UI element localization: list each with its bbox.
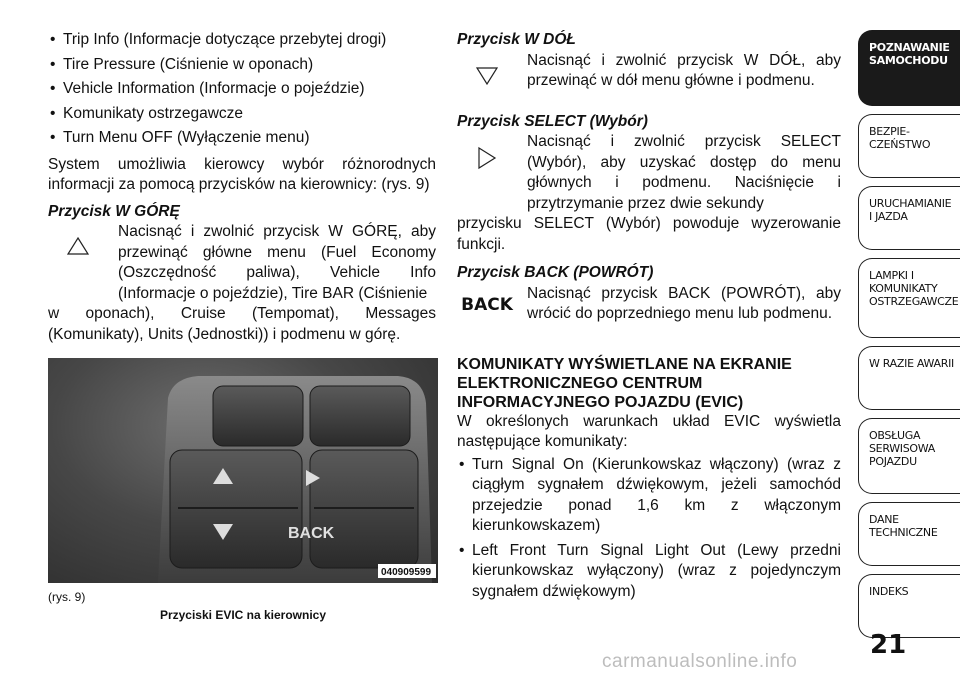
section-title: KOMUNIKATY WYŚWIETLANE NA EKRANIE ELEKTRONICZNEGO CENTRUM INFORMACYJNEGO POJAZDU (EVIC) [457,355,792,411]
back-button-section [457,263,841,325]
list-item: • Left Front Turn Signal Light Out (Lewy przedni kierunkowskaz wyłączony) (wraz z pojedynczym sygnałem dźwiękowym) [457,541,841,603]
menu-bullet-list [48,30,436,149]
list-item: • Trip Info (Informacje dotyczące przebytej drogi) [48,30,436,51]
evic-buttons-photo [48,358,438,583]
back-button-heading: Przycisk BACK (POWRÓT) [457,264,654,281]
figure-code: 040909599 [381,567,432,578]
figure-caption: Przyciski EVIC na kierownicy [159,608,327,622]
tab-poznawanie-samochodu[interactable]: POZNAWANIE SAMOCHODU [858,30,960,106]
watermark: carmanualsonline.info [602,651,798,672]
right-arrow-icon [457,146,517,170]
list-item: • Vehicle Information (Informacje o pojeździe) [48,79,436,100]
tab-dane-techniczne[interactable]: DANE TECHNICZNE [858,502,960,566]
list-item: • Turn Signal On (Kierunkowskaz włączony) (wraz z ciągłym sygnałem dźwiękowym, jeżeli samochód przejedzie ponad 1,6 km z włączonym kierunkowskazem) [457,455,841,537]
down-arrow-icon [457,66,517,86]
tab-w-razie-awarii[interactable]: W RAZIE AWARII [858,346,960,410]
list-item: • Turn Menu OFF (Wyłączenie menu) [48,128,436,149]
select-button-heading: Przycisk SELECT (Wybór) [457,112,648,130]
tab-bezpieczenstwo[interactable]: BEZPIE- CZEŃSTWO [858,114,960,178]
intro-paragraph: System umożliwia kierowcy wybór różnorodnych informacji za pomocą przycisków na kierownicy: (rys. 9) [48,155,436,193]
tab-indeks[interactable]: INDEKS [858,574,960,638]
back-icon: BACK [461,295,513,315]
tab-lampki-i-komunikaty[interactable]: LAMPKI I KOMUNIKATY OSTRZEGAWCZE [858,258,960,338]
up-button-text: Nacisnąć i zwolnić przycisk W GÓRĘ, aby przewinąć główne menu (Fuel Economy (Oszczędność paliwa), Vehicle Info (Informacje o pojeździe), Tire BAR (Ciśnienie [118,223,436,302]
figure-reference: (rys. 9) [48,590,86,604]
left-column [48,30,436,345]
down-button-section [457,30,841,92]
list-item: • Tire Pressure (Ciśnienie w oponach) [48,55,436,76]
up-button-section [48,202,436,346]
down-button-heading: Przycisk W DÓŁ [457,31,576,48]
up-button-heading: Przycisk W GÓRĘ [48,202,180,220]
select-button-text-cont: przycisku SELECT (Wybór) powoduje wyzerowanie funkcji. [457,215,841,253]
list-item: • Komunikaty ostrzegawcze [48,104,436,125]
up-button-text-cont: w oponach), Cruise (Tempomat), Messages (Komunikaty), Units (Jednostki)) i podmenu w górę. [48,305,436,343]
page-number: 21 [870,630,907,660]
message-list [457,455,841,603]
tab-uruchamianie-i-jazda[interactable]: URUCHAMIANIE I JAZDA [858,186,960,250]
back-button-text: Nacisnąć przycisk BACK (POWRÓT), aby wrócić do poprzedniego menu lub podmenu. [527,284,841,322]
down-button-text: Nacisnąć i zwolnić przycisk W DÓŁ, aby przewinąć w dół menu główne i podmenu. [527,51,841,89]
section-intro: W określonych warunkach układ EVIC wyświetla następujące komunikaty: [457,412,841,450]
select-button-section [457,112,841,256]
right-column [457,30,841,606]
tab-obsluga-serwisowa[interactable]: OBSŁUGA SERWISOWA POJAZDU [858,418,960,494]
up-arrow-icon [48,236,108,256]
select-button-text: Nacisnąć i zwolnić przycisk SELECT (Wybór), aby uzyskać dostęp do menu głównych i podmenu. Naciśnięcie i przytrzymanie przez dwie sekundy [527,133,841,212]
photo-back-label: BACK [288,525,335,542]
